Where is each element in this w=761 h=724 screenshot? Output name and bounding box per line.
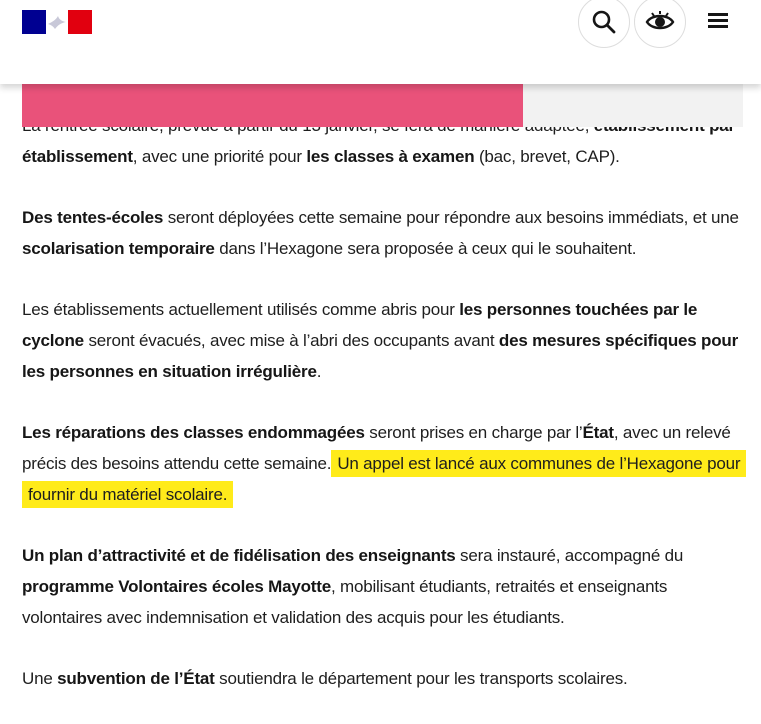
bold-text: subvention de l’État (57, 669, 215, 688)
bold-text: Les réparations des classes endommagées (22, 423, 365, 442)
text: , mobilisant étudiants, retraités et enseignants volontaires avec indemnisation et validation des acquis pour les étudiants. (22, 577, 668, 627)
bold-text: État (582, 423, 614, 442)
text: seront évacués, avec mise à l’abri des occupants avant (83, 331, 499, 350)
bold-text: Un plan d’attractivité et de fidélisation des enseignants (22, 546, 456, 565)
menu-button[interactable] (704, 10, 732, 34)
bold-text: Des tentes-écoles (22, 208, 164, 227)
search-icon (591, 9, 617, 35)
text: Une (22, 669, 58, 688)
bold-text: les personnes touchées par le cyclone (22, 300, 698, 350)
text: . (316, 362, 322, 381)
sticky-banner-background (523, 84, 743, 127)
paragraph-tentes-ecoles (22, 202, 744, 264)
paragraph-reparations (22, 417, 744, 510)
site-header (0, 0, 761, 84)
bold-text: scolarisation temporaire (22, 239, 215, 258)
text: (bac, brevet, CAP). (474, 147, 620, 166)
text: seront déployées cette semaine pour répondre aux besoins immédiats, et une (163, 208, 739, 227)
flag-blue-band (22, 10, 46, 34)
bold-text: des mesures spécifiques pour les personnes en situation irrégulière (22, 331, 739, 381)
highlighted-text: Un appel est lancé aux communes de l’Hexagone pour fournir du matériel scolaire. (22, 450, 746, 508)
search-button[interactable] (578, 0, 630, 48)
paragraph-plan-attractivite (22, 540, 744, 633)
hamburger-icon (704, 13, 732, 28)
eye-icon (645, 11, 675, 33)
paragraph-etablissements-abris (22, 294, 744, 387)
text: , avec un relevé précis des besoins attendu cette semaine. (22, 423, 731, 473)
bold-text: les classes à examen (306, 147, 475, 166)
text: soutiendra le département pour les transports scolaires. (214, 669, 628, 688)
republique-francaise-logo[interactable] (22, 10, 92, 34)
bold-text: programme Volontaires écoles Mayotte (22, 577, 331, 596)
text: , avec une priorité pour (132, 147, 307, 166)
text: dans l’Hexagone sera proposée à ceux qui le souhaitent. (214, 239, 637, 258)
marianne-profile-icon (46, 10, 68, 34)
paragraph-subvention (22, 663, 744, 694)
text: sera instauré, accompagné du (455, 546, 684, 565)
bold-text: établissement (22, 147, 133, 166)
text: seront prises en charge par l’ (364, 423, 583, 442)
sticky-banner-accent (22, 84, 523, 127)
flag-white-band (46, 10, 68, 34)
display-settings-button[interactable] (634, 0, 686, 48)
text: Les établissements actuellement utilisés comme abris pour (22, 300, 460, 319)
flag-red-band (68, 10, 92, 34)
